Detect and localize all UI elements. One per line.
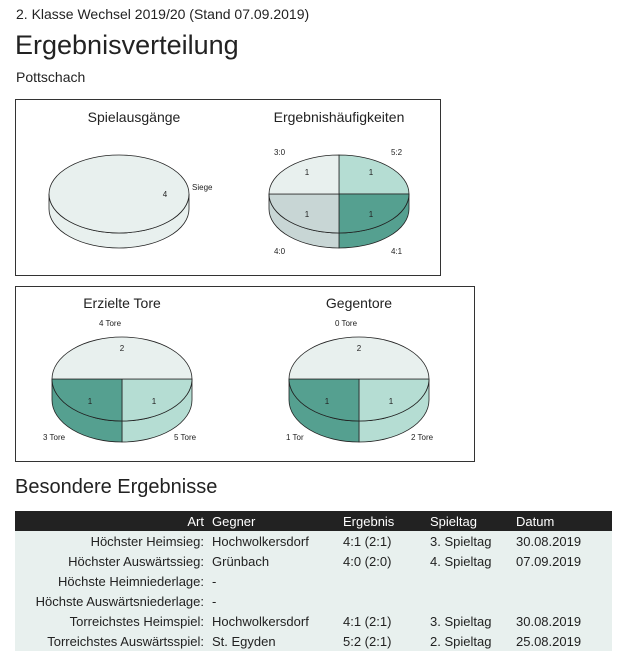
special-results-table — [15, 511, 612, 651]
cell-ergebnis: 4:1 (2:1) — [339, 531, 426, 551]
table-header-row — [15, 511, 612, 531]
table-row — [15, 531, 612, 551]
pie-value-5-2: 1 — [368, 168, 374, 177]
column-header-ergebnis: Ergebnis — [339, 511, 426, 531]
chart-title-conceded: Gegentore — [325, 295, 393, 311]
cell-datum — [512, 591, 612, 611]
column-header-gegner: Gegner — [208, 511, 339, 531]
column-header-datum: Datum — [512, 511, 612, 531]
pie-conceded — [286, 319, 434, 442]
cell-spieltag: 3. Spieltag — [426, 611, 512, 631]
team-name: Pottschach — [16, 69, 86, 85]
chart-title-frequencies: Ergebnishäufigkeiten — [273, 109, 405, 125]
pie-label-siege: Siege — [192, 183, 213, 192]
pie-label-1-tor: 1 Tor — [286, 433, 304, 442]
pie-value-5-tore: 1 — [151, 397, 157, 406]
league-header: 2. Klasse Wechsel 2019/20 (Stand 07.09.2019) — [16, 6, 310, 22]
column-header-spieltag: Spieltag — [426, 511, 512, 531]
column-header-art: Art — [15, 511, 208, 531]
table-row — [15, 571, 612, 591]
cell-ergebnis: 4:1 (2:1) — [339, 611, 426, 631]
cell-ergebnis — [339, 591, 426, 611]
cell-spieltag — [426, 571, 512, 591]
pie-value-2-tore: 1 — [388, 397, 394, 406]
pie-label-4-0: 4:0 — [274, 247, 286, 256]
cell-gegner: Hochwolkersdorf — [208, 531, 339, 551]
pie-label-0-tore: 0 Tore — [334, 319, 358, 328]
cell-gegner: Grünbach — [208, 551, 339, 571]
pie-value-1-tor: 1 — [324, 397, 330, 406]
cell-gegner: - — [208, 591, 339, 611]
cell-art: Höchste Heimniederlage: — [15, 571, 208, 591]
pie-outcomes — [49, 155, 213, 248]
chart-svg-goals — [16, 287, 474, 461]
pie-label-4-tore: 4 Tore — [98, 319, 122, 328]
cell-art: Höchste Auswärtsniederlage: — [15, 591, 208, 611]
cell-gegner: - — [208, 571, 339, 591]
cell-gegner: St. Egyden — [208, 631, 339, 651]
chart-panel-goals — [15, 286, 475, 462]
cell-art: Höchster Auswärtssieg: — [15, 551, 208, 571]
table-row — [15, 551, 612, 571]
cell-ergebnis: 4:0 (2:0) — [339, 551, 426, 571]
cell-gegner: Hochwolkersdorf — [208, 611, 339, 631]
section-title-special-results: Besondere Ergebnisse — [15, 476, 218, 498]
pie-value-0-tore: 2 — [356, 344, 362, 353]
cell-datum: 30.08.2019 — [512, 531, 612, 551]
cell-ergebnis: 5:2 (2:1) — [339, 631, 426, 651]
cell-art: Torreichstes Auswärtsspiel: — [15, 631, 208, 651]
pie-value-siege: 4 — [162, 190, 168, 199]
pie-label-3-0: 3:0 — [274, 148, 286, 157]
pie-label-4-1: 4:1 — [391, 247, 403, 256]
pie-label-5-2: 5:2 — [391, 148, 403, 157]
cell-art: Torreichstes Heimspiel: — [15, 611, 208, 631]
pie-value-4-tore: 2 — [119, 344, 125, 353]
pie-value-4-0: 1 — [304, 210, 310, 219]
chart-svg-outcomes — [16, 100, 440, 275]
page-title: Ergebnisverteilung — [15, 30, 239, 60]
cell-datum — [512, 571, 612, 591]
pie-frequencies — [269, 148, 409, 256]
table-row — [15, 611, 612, 631]
pie-value-3-tore: 1 — [87, 397, 93, 406]
cell-spieltag: 3. Spieltag — [426, 531, 512, 551]
pie-slice-5-2 — [339, 155, 409, 194]
pie-label-3-tore: 3 Tore — [43, 433, 66, 442]
cell-ergebnis — [339, 571, 426, 591]
cell-datum: 25.08.2019 — [512, 631, 612, 651]
cell-spieltag: 2. Spieltag — [426, 631, 512, 651]
pie-slice-siege — [49, 155, 189, 233]
table-row — [15, 631, 612, 651]
cell-spieltag — [426, 591, 512, 611]
pie-scored — [43, 319, 197, 442]
chart-panel-outcomes — [15, 99, 441, 276]
table-row — [15, 591, 612, 611]
pie-label-2-tore: 2 Tore — [411, 433, 434, 442]
cell-art: Höchster Heimsieg: — [15, 531, 208, 551]
pie-value-4-1: 1 — [368, 210, 374, 219]
cell-datum: 07.09.2019 — [512, 551, 612, 571]
cell-datum: 30.08.2019 — [512, 611, 612, 631]
chart-title-outcomes: Spielausgänge — [87, 109, 181, 125]
pie-value-3-0: 1 — [304, 168, 310, 177]
cell-spieltag: 4. Spieltag — [426, 551, 512, 571]
chart-title-scored: Erzielte Tore — [83, 295, 161, 311]
pie-label-5-tore: 5 Tore — [174, 433, 197, 442]
